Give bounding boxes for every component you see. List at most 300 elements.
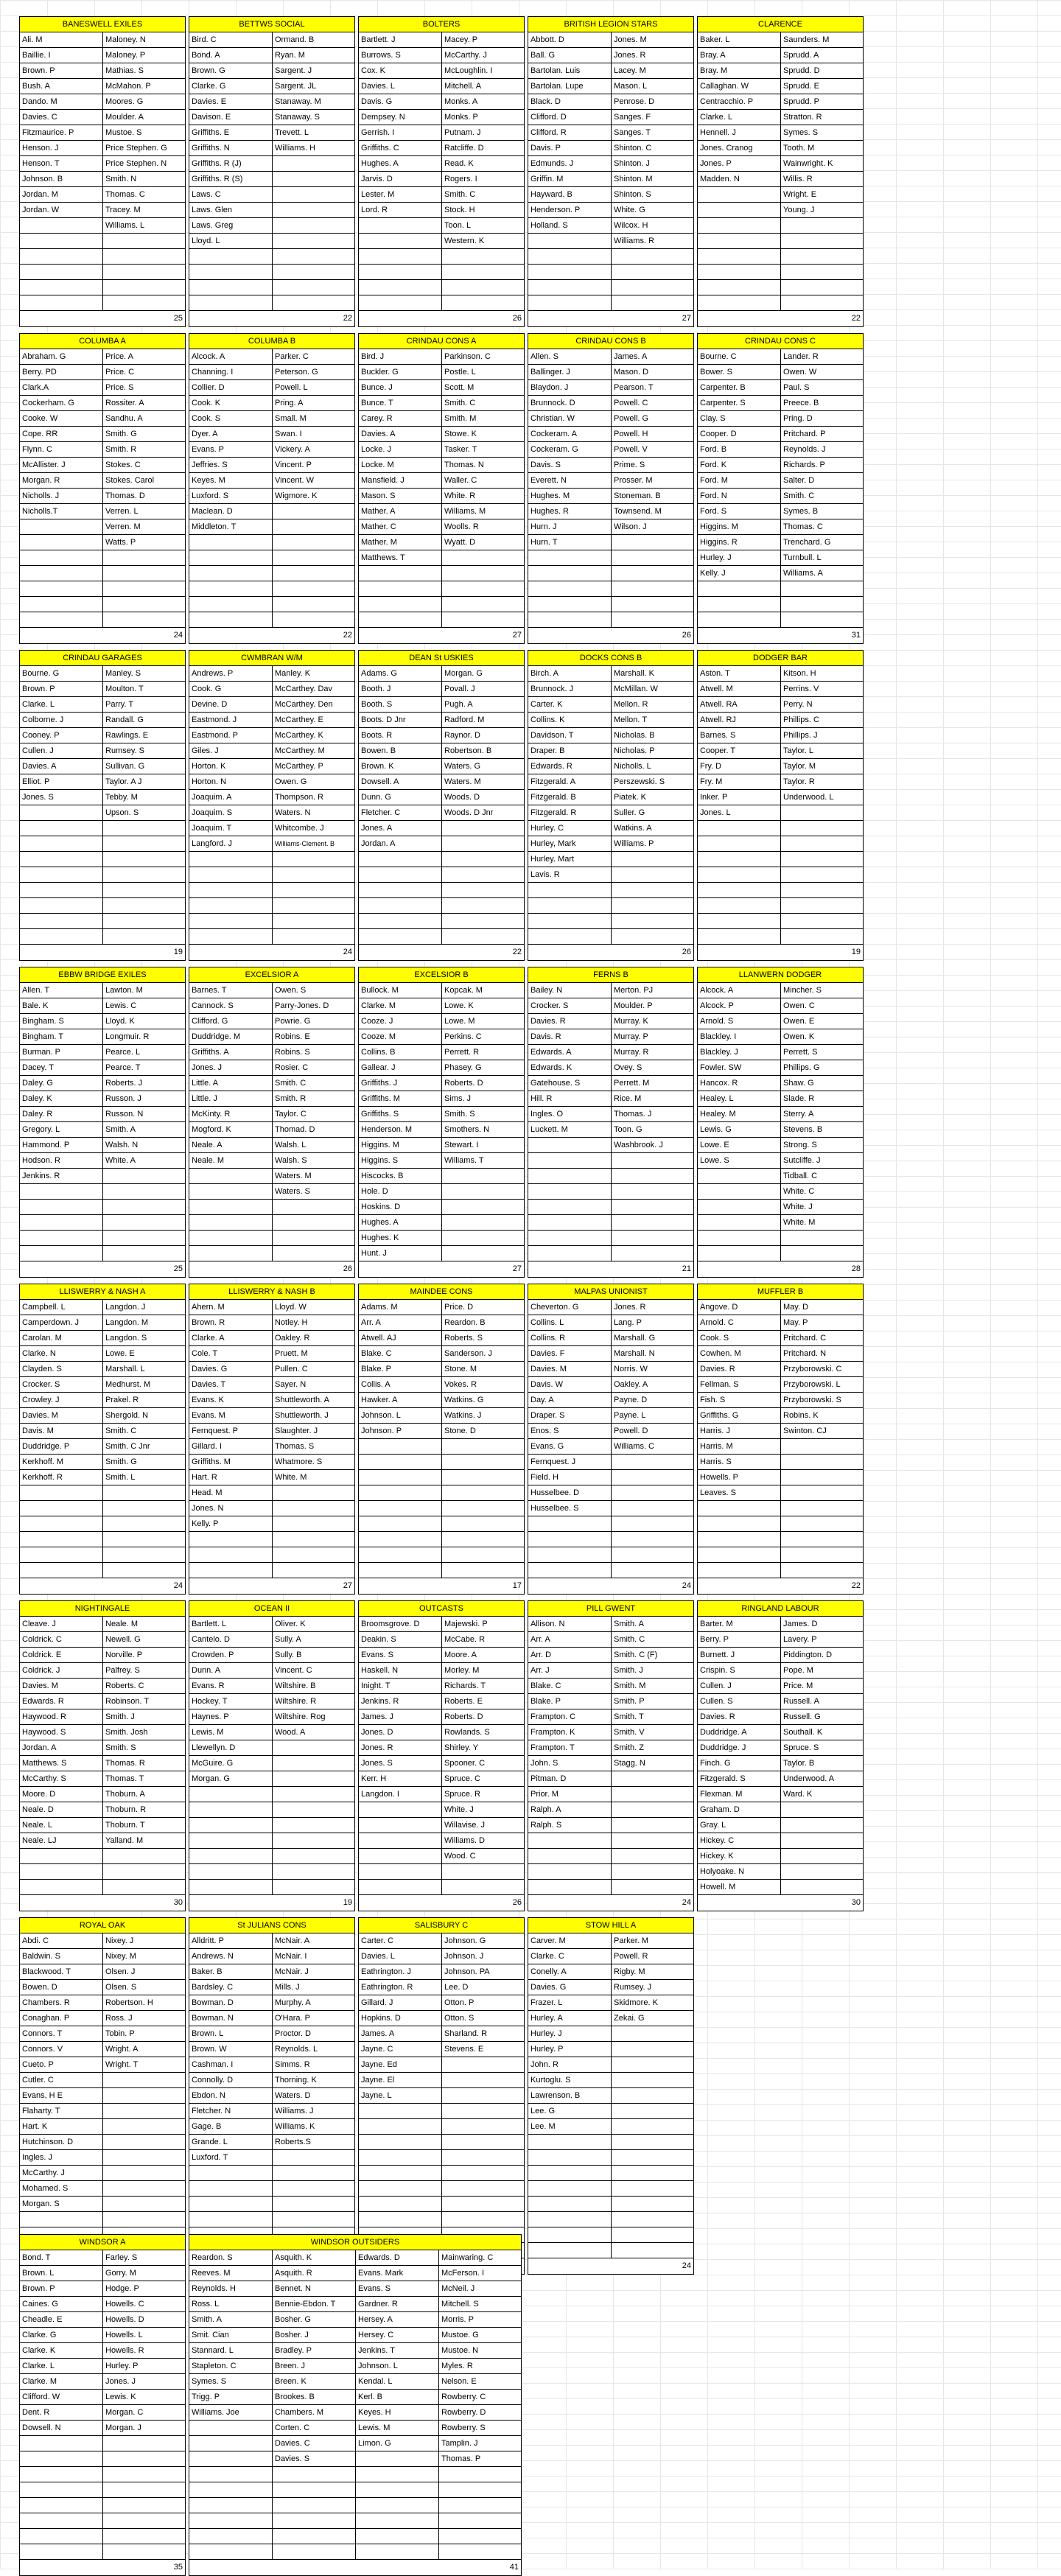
player-cell: Cook. G xyxy=(189,682,273,697)
player-cell: Crowden. P xyxy=(189,1648,273,1663)
player-cell: Powell. D xyxy=(612,1424,694,1439)
player-count: 24 xyxy=(682,1898,691,1907)
player-cell: Griffiths. E xyxy=(189,125,273,141)
player-cell: Clayden. S xyxy=(20,1362,103,1377)
player-cell xyxy=(698,898,781,914)
player-cell: Carolan. M xyxy=(20,1331,103,1346)
player-cell xyxy=(442,1184,525,1200)
player-cell xyxy=(442,2197,525,2212)
player-cell: Zekai. G xyxy=(612,2011,694,2026)
player-cell xyxy=(528,295,612,311)
player-cell: Harris. S xyxy=(698,1455,781,1470)
player-cell xyxy=(273,929,355,945)
player-cell: Morgan. R xyxy=(20,473,103,489)
player-cell: Griffiths. M xyxy=(359,1091,442,1107)
player-cell: Saunders. M xyxy=(781,32,864,48)
player-cell: Walsh. S xyxy=(273,1153,355,1169)
player-cell: Bond. A xyxy=(189,48,273,63)
player-cell xyxy=(612,597,694,612)
player-cell xyxy=(273,218,355,234)
player-cell: Dempsey. N xyxy=(359,110,442,125)
player-cell: Ingles. O xyxy=(528,1107,612,1122)
player-cell: Neale. D xyxy=(20,1802,103,1818)
player-cell: Evans. M xyxy=(189,1408,273,1424)
player-cell: Price. D xyxy=(442,1300,525,1315)
player-cell: Inight. T xyxy=(359,1679,442,1694)
player-cell xyxy=(103,1563,186,1578)
player-cell: Waters. D xyxy=(273,2088,355,2104)
player-cell: Smith. J xyxy=(612,1663,694,1679)
player-cell: Reeves. M xyxy=(189,2266,273,2281)
player-cell xyxy=(20,805,103,821)
player-cell xyxy=(273,1818,355,1833)
player-cell: Nixey. J xyxy=(103,1933,186,1949)
player-cell xyxy=(442,1864,525,1880)
player-cell: Neale. A xyxy=(189,1138,273,1153)
player-cell xyxy=(273,550,355,566)
player-cell xyxy=(612,852,694,867)
player-cell: Piatek. K xyxy=(612,790,694,805)
player-cell: Moore. A xyxy=(442,1648,525,1663)
player-cell: Boots. R xyxy=(359,728,442,743)
team-title: WINDSOR OUTSIDERS xyxy=(189,2235,521,2250)
player-cell xyxy=(612,2104,694,2119)
player-cell: Flexman. M xyxy=(698,1787,781,1802)
player-cell xyxy=(612,612,694,628)
player-cell: Carpenter. S xyxy=(698,396,781,411)
player-cell: McNair. A xyxy=(273,1933,355,1949)
player-cell: Higgins. R xyxy=(698,535,781,550)
player-cell: McGuire. G xyxy=(189,1756,273,1771)
player-cell: Hurley. A xyxy=(528,2011,612,2026)
player-cell: Williams. J xyxy=(273,2104,355,2119)
player-cell: Fellman. S xyxy=(698,1377,781,1393)
player-cell: Russon. N xyxy=(103,1107,186,1122)
player-cell: Baillie. I xyxy=(20,48,103,63)
player-cell: Jordan. W xyxy=(20,203,103,218)
player-cell: Lowe. S xyxy=(698,1153,781,1169)
player-cell xyxy=(359,566,442,581)
player-cell xyxy=(359,1563,442,1578)
player-cell: Johnson. P xyxy=(359,1424,442,1439)
player-cell: Flynn. C xyxy=(20,442,103,458)
player-cell: Hersey. A xyxy=(356,2312,439,2328)
player-cell: Arr. D xyxy=(528,1648,612,1663)
player-cell xyxy=(528,280,612,295)
player-cell: Taylor. C xyxy=(273,1107,355,1122)
player-cell: Smith. Josh xyxy=(103,1725,186,1740)
player-cell: Turnbull. L xyxy=(781,550,864,566)
player-cell xyxy=(781,805,864,821)
player-cell xyxy=(189,2421,273,2436)
player-cell: Robertson. H xyxy=(103,1995,186,2011)
player-cell: Pring. D xyxy=(781,411,864,427)
player-cell: Yalland. M xyxy=(103,1833,186,1849)
player-cell: Bullock. M xyxy=(359,983,442,998)
team-title: LLANWERN DODGER xyxy=(698,967,863,983)
player-cell xyxy=(103,566,186,581)
player-cell: Robertson. B xyxy=(442,743,525,759)
player-cell: Davies. S xyxy=(273,2451,356,2467)
player-cell: Coldrick. J xyxy=(20,1663,103,1679)
player-cell: Tebby. M xyxy=(103,790,186,805)
player-cell: Bourne. C xyxy=(698,349,781,365)
player-cell xyxy=(781,1563,864,1578)
player-cell: Upson. S xyxy=(103,805,186,821)
player-cell: Przyborowski. C xyxy=(781,1362,864,1377)
player-count: 26 xyxy=(512,1898,522,1907)
player-cell: Bond. T xyxy=(20,2250,103,2266)
player-cell: Campbell. L xyxy=(20,1300,103,1315)
player-cell: Williams. H xyxy=(273,141,355,156)
player-cell: Price. S xyxy=(103,380,186,396)
player-cell: Williams-Clement. B xyxy=(273,836,355,852)
player-cell xyxy=(442,249,525,265)
player-cell: Davies. R xyxy=(698,1709,781,1725)
player-cell xyxy=(103,2073,186,2088)
player-cell: Swinton. CJ xyxy=(781,1424,864,1439)
player-cell xyxy=(442,929,525,945)
player-cell: White. A xyxy=(103,1153,186,1169)
player-cell: McKinty. R xyxy=(189,1107,273,1122)
player-cell xyxy=(612,2135,694,2150)
player-cell xyxy=(781,1532,864,1547)
player-cell xyxy=(442,867,525,883)
player-cell: Husselbee. S xyxy=(528,1501,612,1516)
player-cell: McCabe. R xyxy=(442,1632,525,1648)
player-cell: Morley. M xyxy=(442,1663,525,1679)
player-cell xyxy=(103,1516,186,1532)
team-title: OUTCASTS xyxy=(359,1601,524,1617)
player-cell: Walsh. L xyxy=(273,1138,355,1153)
player-cell xyxy=(698,1532,781,1547)
player-cell: Howell. M xyxy=(698,1880,781,1895)
player-cell xyxy=(189,1818,273,1833)
player-cell: Smith. J xyxy=(103,1709,186,1725)
player-cell: Salter. D xyxy=(781,473,864,489)
player-cell: Sims. J xyxy=(442,1091,525,1107)
player-cell: Vincent. W xyxy=(273,473,355,489)
player-cell xyxy=(189,1880,273,1895)
team-title: STOW HILL A xyxy=(528,1918,693,1933)
player-cell xyxy=(439,2498,522,2513)
team-pill-gwent xyxy=(528,1600,694,1911)
player-cell: Olsen. J xyxy=(103,1964,186,1980)
player-count: 31 xyxy=(851,631,861,640)
player-cell: Bourne. G xyxy=(20,666,103,682)
player-cell: Sully. B xyxy=(273,1648,355,1663)
player-cell xyxy=(189,1547,273,1563)
player-cell: Draper. B xyxy=(528,743,612,759)
player-cell xyxy=(273,265,355,280)
player-cell: McCarthey. M xyxy=(273,743,355,759)
player-cell: Coldrick. C xyxy=(20,1632,103,1648)
player-cell: Stewart. I xyxy=(442,1138,525,1153)
player-cell xyxy=(781,1485,864,1501)
player-cell: Evans. R xyxy=(189,1679,273,1694)
player-cell: Williams. P xyxy=(612,836,694,852)
player-cell: Fry. D xyxy=(698,759,781,774)
player-cell: Pritchard. P xyxy=(781,427,864,442)
player-cell: Thomas. R xyxy=(103,1756,186,1771)
player-cell xyxy=(698,852,781,867)
player-cell: Davies. G xyxy=(189,1362,273,1377)
player-cell xyxy=(273,852,355,867)
player-cell: Mason. S xyxy=(359,489,442,504)
player-cell: Eathrington. J xyxy=(359,1964,442,1980)
player-cell xyxy=(528,914,612,929)
player-cell xyxy=(442,581,525,597)
team-crindau-garages xyxy=(19,650,186,961)
player-cell xyxy=(612,2088,694,2104)
player-cell: Smith. N xyxy=(103,172,186,187)
player-cell xyxy=(189,612,273,628)
player-cell: Frampton. T xyxy=(528,1740,612,1756)
player-cell xyxy=(612,929,694,945)
team-title: BOLTERS xyxy=(359,17,524,32)
player-cell: Waller. C xyxy=(442,473,525,489)
player-cell: Breen. J xyxy=(273,2359,356,2374)
player-count: 30 xyxy=(173,1898,183,1907)
player-cell: Reynolds. J xyxy=(781,442,864,458)
player-cell: Ross. J xyxy=(103,2011,186,2026)
player-cell: Head. M xyxy=(189,1485,273,1501)
player-count: 21 xyxy=(682,1264,691,1273)
player-cell: Howells. P xyxy=(698,1470,781,1485)
team-title: MUFFLER B xyxy=(698,1284,863,1300)
player-cell: Nicholls. L xyxy=(612,759,694,774)
player-cell: Clifford. G xyxy=(189,1014,273,1029)
player-cell: Hancox. R xyxy=(698,1076,781,1091)
team-nightingale xyxy=(19,1600,186,1911)
player-count: 24 xyxy=(173,1581,183,1590)
player-cell xyxy=(612,1880,694,1895)
player-cell: Smith. C xyxy=(442,187,525,203)
player-cell: Edmunds. J xyxy=(528,156,612,172)
player-cell: Pugh. A xyxy=(442,697,525,713)
player-cell xyxy=(698,265,781,280)
player-cell: McCarthey. P xyxy=(273,759,355,774)
player-cell: Ralph. S xyxy=(528,1818,612,1833)
player-cell: Blake. P xyxy=(528,1694,612,1709)
player-cell: Richards. P xyxy=(781,458,864,473)
player-count: 24 xyxy=(682,1581,691,1590)
player-cell: Atwell. AJ xyxy=(359,1331,442,1346)
player-cell: Williams. A xyxy=(781,566,864,581)
player-cell: Majewski. P xyxy=(442,1617,525,1632)
player-cell: White. G xyxy=(612,203,694,218)
player-cell xyxy=(781,265,864,280)
player-cell xyxy=(20,1849,103,1864)
player-cell: Fletcher. N xyxy=(189,2104,273,2119)
player-cell: Ballinger. J xyxy=(528,365,612,380)
player-cell: White. J xyxy=(442,1802,525,1818)
player-cell xyxy=(442,265,525,280)
player-cell: Skidmore. K xyxy=(612,1995,694,2011)
player-cell: Cullen. J xyxy=(698,1679,781,1694)
player-cell: Griffiths. R (J) xyxy=(189,156,273,172)
player-cell: McLoughlin. I xyxy=(442,63,525,79)
player-cell xyxy=(103,867,186,883)
player-cell: Robinson. T xyxy=(103,1694,186,1709)
player-cell xyxy=(698,821,781,836)
player-cell: Waters. M xyxy=(273,1169,355,1184)
player-cell: Nelson. E xyxy=(439,2374,522,2390)
player-cell: Vincent. C xyxy=(273,1663,355,1679)
player-cell: Arr. J xyxy=(528,1663,612,1679)
player-cell: Thomad. D xyxy=(273,1122,355,1138)
player-cell: Murray. K xyxy=(612,1014,694,1029)
player-cell: Wiltshire. R xyxy=(273,1694,355,1709)
player-cell: Wiltshire. Rog xyxy=(273,1709,355,1725)
player-cell: Spruce. C xyxy=(442,1771,525,1787)
team-title: DEAN St USKIES xyxy=(359,651,524,666)
player-cell: Davis. P xyxy=(528,141,612,156)
player-cell: Roberts.S xyxy=(273,2135,355,2150)
player-cell xyxy=(442,2212,525,2227)
player-cell xyxy=(103,2119,186,2135)
player-cell: Laws. C xyxy=(189,187,273,203)
player-cell: Davis. G xyxy=(359,94,442,110)
player-cell: Langdon. S xyxy=(103,1331,186,1346)
player-cell: Lewis. C xyxy=(103,998,186,1014)
player-cell xyxy=(528,1184,612,1200)
player-cell xyxy=(20,612,103,628)
player-cell: Clarke. C xyxy=(528,1949,612,1964)
player-count: 25 xyxy=(173,314,183,323)
player-cell: Verren. M xyxy=(103,519,186,535)
player-cell: Wilcox. H xyxy=(612,218,694,234)
player-cell: Perrett. S xyxy=(781,1045,864,1060)
player-cell xyxy=(103,612,186,628)
player-cell: Deakin. S xyxy=(359,1632,442,1648)
player-cell: White. R xyxy=(442,489,525,504)
player-cell xyxy=(273,249,355,265)
player-cell xyxy=(273,1880,355,1895)
player-cell: Wright. A xyxy=(103,2042,186,2057)
player-cell: Postle. L xyxy=(442,365,525,380)
player-cell xyxy=(20,265,103,280)
player-cell xyxy=(442,612,525,628)
player-cell: Williams. Joe xyxy=(189,2405,273,2421)
player-cell: Watkins. A xyxy=(612,821,694,836)
player-cell: Sprudd. A xyxy=(781,48,864,63)
player-cell: Atwell. M xyxy=(698,682,781,697)
player-cell: Abraham. G xyxy=(20,349,103,365)
player-count: 35 xyxy=(173,2563,183,2572)
player-cell: Lloyd. K xyxy=(103,1014,186,1029)
player-cell xyxy=(20,852,103,867)
player-cell xyxy=(356,2513,439,2529)
player-cell: Lacey. M xyxy=(612,63,694,79)
player-cell: Bingham. S xyxy=(20,1014,103,1029)
player-cell: Hart. R xyxy=(189,1470,273,1485)
player-cell xyxy=(442,280,525,295)
player-count: 19 xyxy=(851,948,861,956)
player-cell xyxy=(20,597,103,612)
player-cell: Putnam. J xyxy=(442,125,525,141)
player-cell: Gatehouse. S xyxy=(528,1076,612,1091)
player-cell xyxy=(612,2150,694,2166)
player-cell: Connolly. D xyxy=(189,2073,273,2088)
player-cell: Collis. A xyxy=(359,1377,442,1393)
player-cell: Olsen. S xyxy=(103,1980,186,1995)
player-count: 28 xyxy=(851,1264,861,1273)
player-cell xyxy=(273,1246,355,1261)
player-cell: Duddridge. P xyxy=(20,1439,103,1455)
player-cell: Day. A xyxy=(528,1393,612,1408)
player-cell: Frazer. L xyxy=(528,1995,612,2011)
player-cell xyxy=(698,1501,781,1516)
player-cell: Otton. P xyxy=(442,1995,525,2011)
player-cell: Kerkhoff. R xyxy=(20,1470,103,1485)
team-columba-b xyxy=(189,333,355,644)
player-cell: Trenchard. G xyxy=(781,535,864,550)
player-cell: Sully. A xyxy=(273,1632,355,1648)
player-cell xyxy=(442,2057,525,2073)
player-cell: Fowler. SW xyxy=(698,1060,781,1076)
player-cell xyxy=(20,2513,103,2529)
player-cell: Hennell. J xyxy=(698,125,781,141)
player-cell: Clarke. L xyxy=(20,697,103,713)
player-cell xyxy=(20,1231,103,1246)
player-cell xyxy=(612,1231,694,1246)
player-cell: Clarke. G xyxy=(189,79,273,94)
player-cell xyxy=(698,1563,781,1578)
player-cell: Shuttleworth. J xyxy=(273,1408,355,1424)
player-cell xyxy=(189,2467,273,2482)
player-cell xyxy=(442,852,525,867)
player-cell xyxy=(273,203,355,218)
player-cell: Hurley, Mark xyxy=(528,836,612,852)
player-cell: Lander. R xyxy=(781,349,864,365)
player-cell: Owen. K xyxy=(781,1029,864,1045)
player-cell: Cope. RR xyxy=(20,427,103,442)
player-cell xyxy=(20,2544,103,2560)
player-cell: Carey. R xyxy=(359,411,442,427)
player-cell xyxy=(356,2467,439,2482)
player-cell: Cantelo. D xyxy=(189,1632,273,1648)
player-cell xyxy=(356,2482,439,2498)
player-cell: Hutchinson. D xyxy=(20,2135,103,2150)
player-cell: Clarke. M xyxy=(20,2374,103,2390)
player-cell: Alcock. A xyxy=(189,349,273,365)
player-cell xyxy=(359,295,442,311)
player-cell xyxy=(698,836,781,852)
player-cell xyxy=(103,550,186,566)
player-cell: Sargent. J xyxy=(273,63,355,79)
player-cell: Daley. K xyxy=(20,1091,103,1107)
player-cell xyxy=(528,1880,612,1895)
player-cell: White. M xyxy=(781,1215,864,1231)
player-cell xyxy=(528,898,612,914)
player-cell xyxy=(612,1455,694,1470)
player-cell: Price. A xyxy=(103,349,186,365)
player-cell xyxy=(189,265,273,280)
player-cell: Fitzgerald. A xyxy=(528,774,612,790)
player-cell: Keyes. M xyxy=(189,473,273,489)
player-cell: Holyoake. N xyxy=(698,1864,781,1880)
player-cell xyxy=(612,1184,694,1200)
player-cell xyxy=(103,2498,186,2513)
player-cell: Stannard. L xyxy=(189,2343,273,2359)
player-cell: Lloyd. L xyxy=(189,234,273,249)
player-cell xyxy=(528,597,612,612)
player-cell: Edwards. D xyxy=(356,2250,439,2266)
player-cell: Lang. P xyxy=(612,1315,694,1331)
player-cell: Stagg. N xyxy=(612,1756,694,1771)
player-cell: Pitman. D xyxy=(528,1771,612,1787)
